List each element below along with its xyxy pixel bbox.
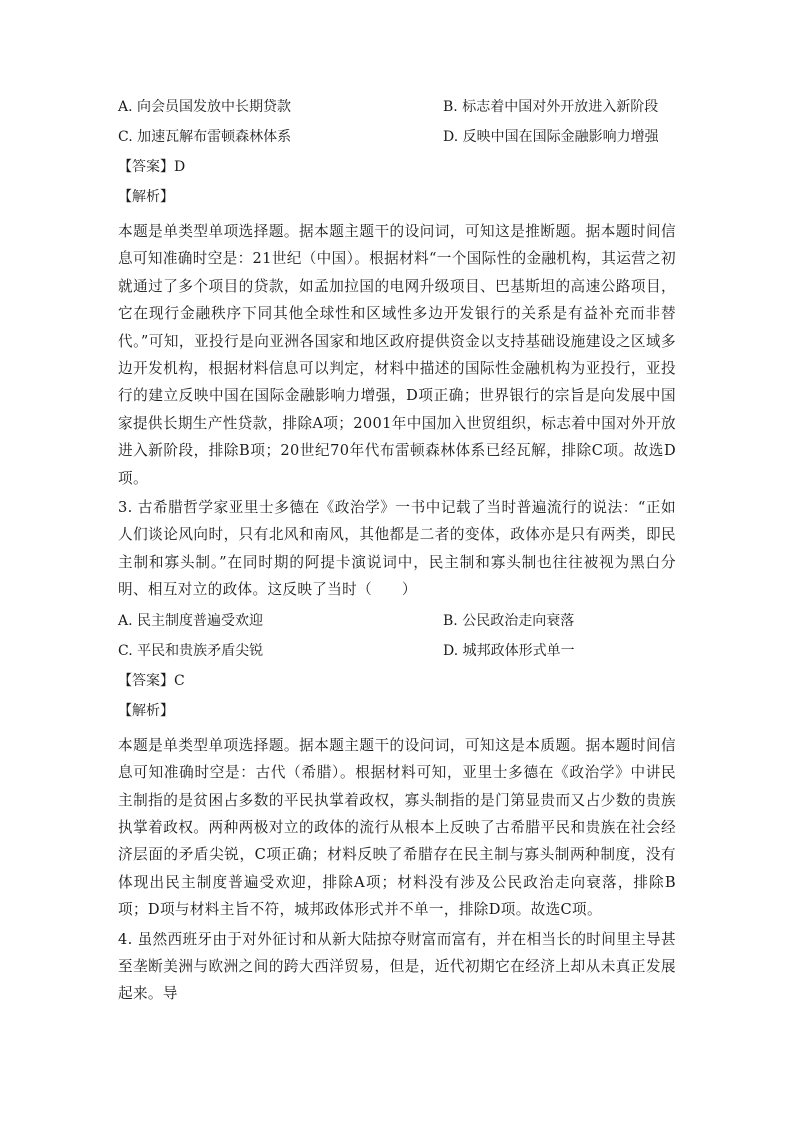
q3-option-a: A. 民主制度普遍受欢迎	[118, 612, 264, 629]
q2-option-c: C. 加速瓦解布雷顿森林体系	[118, 129, 292, 145]
q4-stem: 4. 虽然西班牙由于对外征讨和从新大陆掠夺财富而富有，并在相当长的时间里主导甚至垄断美洲与欧洲之间的跨大西洋贸易，但是，近代初期它在经济上却从未真正发展起来。导	[118, 930, 676, 1003]
q3-option-d: D. 城邦政体形式单一	[443, 642, 575, 659]
q3-option-c: C. 平民和贵族矛盾尖锐	[118, 642, 264, 659]
q2-option-d: D. 反映中国在国际金融影响力增强	[443, 129, 659, 145]
q3-options-row-1	[118, 612, 676, 630]
q2-option-b: B. 标志着中国对外开放进入新阶段	[443, 99, 659, 115]
q3-analysis-text: 本题是单类型单项选择题。据本题主题干的设问词，可知这是本质题。据本题时间信息可知准确时空是：古代（希腊）。根据材料可知，亚里士多德在《政治学》中讲民主制指的是贫困占多数的平民执掌着政权，寡头制指的是门第显贵而又占少数的贵族执掌着政权。两种两极对立的政体的流行从根本上反映了古希腊平民和贵族在社会经济层面的矛盾尖锐，C项正确；材料反映了希腊存在民主制与寡头制两种制度，没有体现出民主制度普遍受欢迎，排除A项；材料没有涉及公民政治走向衰落，排除B项；D项与材料主旨不符，城邦政体形式并不单一，排除D项。故选C项。	[118, 736, 676, 919]
q3-analysis-label: 【解析】	[118, 702, 174, 719]
q3-options-row-2	[118, 642, 676, 660]
q2-option-a: A. 向会员国发放中长期贷款	[118, 99, 292, 115]
q3-option-b: B. 公民政治走向衰落	[443, 612, 575, 629]
exam-content	[118, 98, 676, 1010]
q2-options-row-1	[118, 98, 676, 116]
q3-answer: 【答案】C	[118, 672, 185, 689]
q2-analysis-label: 【解析】	[118, 189, 174, 205]
q2-options-row-2	[118, 128, 676, 146]
q3-stem: 3. 古希腊哲学家亚里士多德在《政治学》一书中记载了当时普遍流行的说法：“正如人们谈论风向时，只有北风和南风，其他都是二者的变体，政体亦是只有两类，即民主制和寡头制。”在同时期的阿提卡演说词中，民主制和寡头制也往往被视为黑白分明、相互对立的政体。这反映了当时（ ）	[118, 499, 676, 599]
q2-analysis-text: 本题是单类型单项选择题。据本题主题干的设问词，可知这是推断题。据本题时间信息可知准确时空是：21世纪（中国）。根据材料“一个国际性的金融机构，其运营之初就通过了多个项目的贷款，如孟加拉国的电网升级项目、巴基斯坦的高速公路项目，它在现行金融秩序下同其他全球性和区域性多边开发银行的关系是有益补充而非替代。”可知，亚投行是向亚洲各国家和地区政府提供资金以支持基础设施建设之区域多边开发机构，根据材料信息可以判定，材料中描述的国际性金融机构为亚投行，亚投行的建立反映中国在国际金融影响力增强，D项正确；世界银行的宗旨是向发展中国家提供长期生产性贷款，排除A项；2001年中国加入世贸组织，标志着中国对外开放进入新阶段，排除B项；20世纪70年代布雷顿森林体系已经瓦解，排除C项。故选D项。	[118, 223, 676, 487]
q2-answer: 【答案】D	[118, 159, 186, 175]
